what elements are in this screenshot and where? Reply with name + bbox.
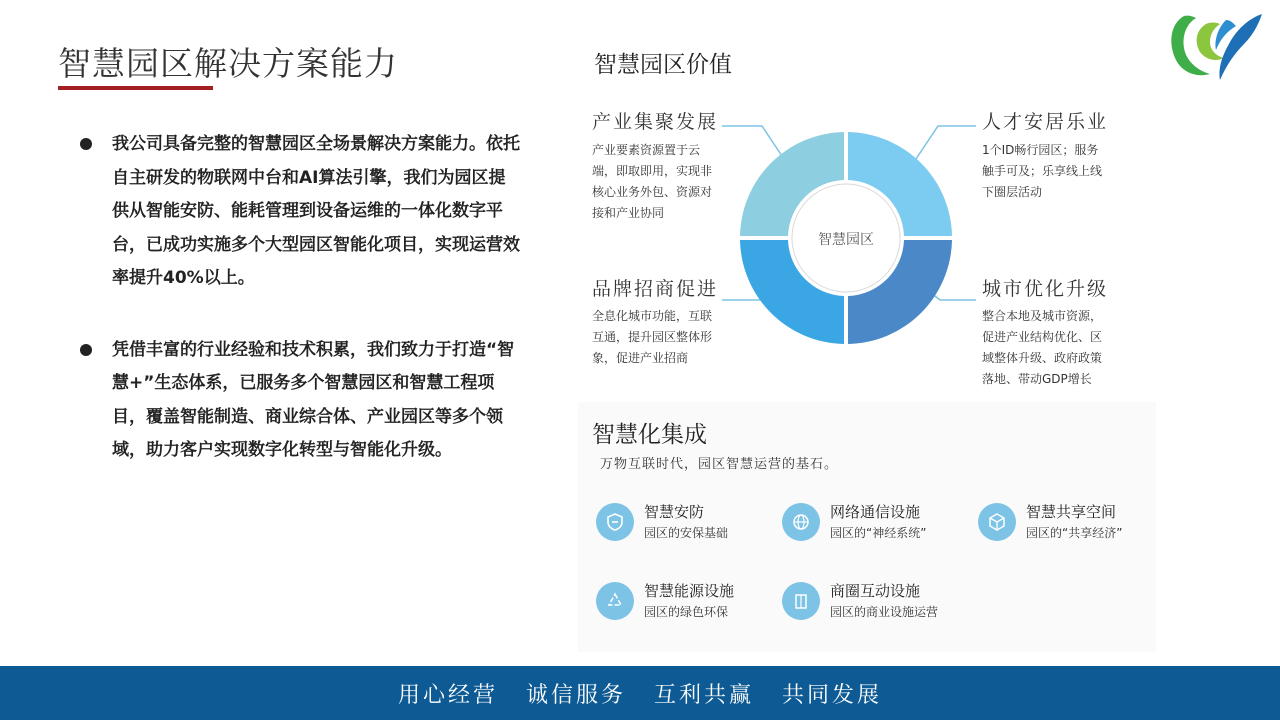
quadrant-head-talent: 人才安居乐业 bbox=[982, 111, 1109, 133]
quadrant-line: 接和产业协同 bbox=[592, 206, 665, 220]
feature-title: 网络通信设施 bbox=[830, 503, 921, 521]
quadrant-body-industry bbox=[592, 140, 712, 224]
title-underline bbox=[58, 86, 213, 90]
donut-center-label: 智慧园区 bbox=[818, 232, 874, 248]
quadrant-head-industry: 产业集聚发展 bbox=[592, 111, 719, 133]
bullet-item bbox=[80, 334, 520, 468]
quadrant-body-city bbox=[982, 306, 1102, 390]
feature-commerce bbox=[782, 580, 938, 622]
cube-icon bbox=[978, 503, 1016, 541]
quadrant-line: 核心业务外包、资源对 bbox=[592, 185, 713, 199]
quadrant-line: 触手可及；乐享线上线 bbox=[982, 164, 1103, 178]
value-title: 智慧园区价值 bbox=[594, 52, 732, 78]
company-logo-icon bbox=[1166, 10, 1264, 82]
quadrant-head-brand: 品牌招商促进 bbox=[592, 278, 719, 300]
quadrant-line: 端，即取即用，实现非 bbox=[592, 164, 713, 178]
feature-energy bbox=[596, 580, 734, 622]
quadrant-line: 域整体升级、政府政策 bbox=[982, 351, 1103, 365]
feature-sharing bbox=[978, 501, 1122, 543]
bullet-item bbox=[80, 128, 520, 296]
quadrant-line: 整合本地及城市资源， bbox=[982, 309, 1103, 323]
footer-slogan: 互利共赢 bbox=[654, 682, 755, 708]
bullet-dot-icon bbox=[80, 138, 92, 150]
footer-slogan: 用心经营 bbox=[397, 682, 498, 708]
feature-desc: 园区的绿色环保 bbox=[644, 605, 729, 619]
value-donut bbox=[740, 132, 952, 344]
quadrant-body-brand bbox=[592, 306, 712, 369]
shield-icon bbox=[596, 503, 634, 541]
feature-title: 智慧共享空间 bbox=[1026, 503, 1117, 521]
feature-title: 智慧能源设施 bbox=[644, 582, 735, 600]
quadrant-line: 全息化城市功能，互联 bbox=[592, 309, 713, 323]
feature-title: 商圈互动设施 bbox=[830, 582, 921, 600]
footer-slogan: 共同发展 bbox=[782, 682, 883, 708]
quadrant-line: 促进产业结构优化、区 bbox=[982, 330, 1103, 344]
building-icon bbox=[782, 582, 820, 620]
page-title: 智慧园区解决方案能力 bbox=[58, 44, 398, 83]
quadrant-head-city: 城市优化升级 bbox=[982, 278, 1109, 300]
footer-slogan: 诚信服务 bbox=[525, 682, 626, 708]
feature-desc: 园区的“共享经济” bbox=[1026, 526, 1123, 540]
quadrant-line: 互通，提升园区整体形 bbox=[592, 330, 713, 344]
globe-icon bbox=[782, 503, 820, 541]
quadrant-line: 1个ID畅行园区；服务 bbox=[982, 143, 1099, 157]
bullet-text: 我公司具备完整的智慧园区全场景解决方案能力。依托自主研发的物联网中台和AI算法引擎，我们为园区提供从智能安防、能耗管理到设备运维的一体化数字平台，已成功实施多个大型园区智能化项目，实现运营效率提升40%以上。 bbox=[112, 134, 520, 288]
bullet-list bbox=[80, 128, 520, 506]
quadrant-line: 象，促进产业招商 bbox=[592, 351, 689, 365]
recycle-icon bbox=[596, 582, 634, 620]
footer-banner bbox=[0, 666, 1280, 720]
integration-title: 智慧化集成 bbox=[592, 422, 707, 448]
quadrant-line: 下圈层活动 bbox=[982, 185, 1043, 199]
quadrant-line: 落地、带动GDP增长 bbox=[982, 372, 1092, 386]
feature-desc: 园区的“神经系统” bbox=[830, 526, 927, 540]
feature-security bbox=[596, 501, 728, 543]
feature-network bbox=[782, 501, 926, 543]
bullet-dot-icon bbox=[80, 344, 92, 356]
quadrant-body-talent bbox=[982, 140, 1102, 203]
quadrant-line: 产业要素资源置于云 bbox=[592, 143, 701, 157]
integration-subtitle: 万物互联时代，园区智慧运营的基石。 bbox=[600, 457, 839, 472]
feature-title: 智慧安防 bbox=[644, 503, 705, 521]
feature-desc: 园区的安保基础 bbox=[644, 526, 729, 540]
bullet-text: 凭借丰富的行业经验和技术积累，我们致力于打造“智慧+”生态体系，已服务多个智慧园区和智慧工程项目，覆盖智能制造、商业综合体、产业园区等多个领域，助力客户实现数字化转型与智能化升级。 bbox=[112, 339, 515, 460]
feature-desc: 园区的商业设施运营 bbox=[830, 605, 939, 619]
